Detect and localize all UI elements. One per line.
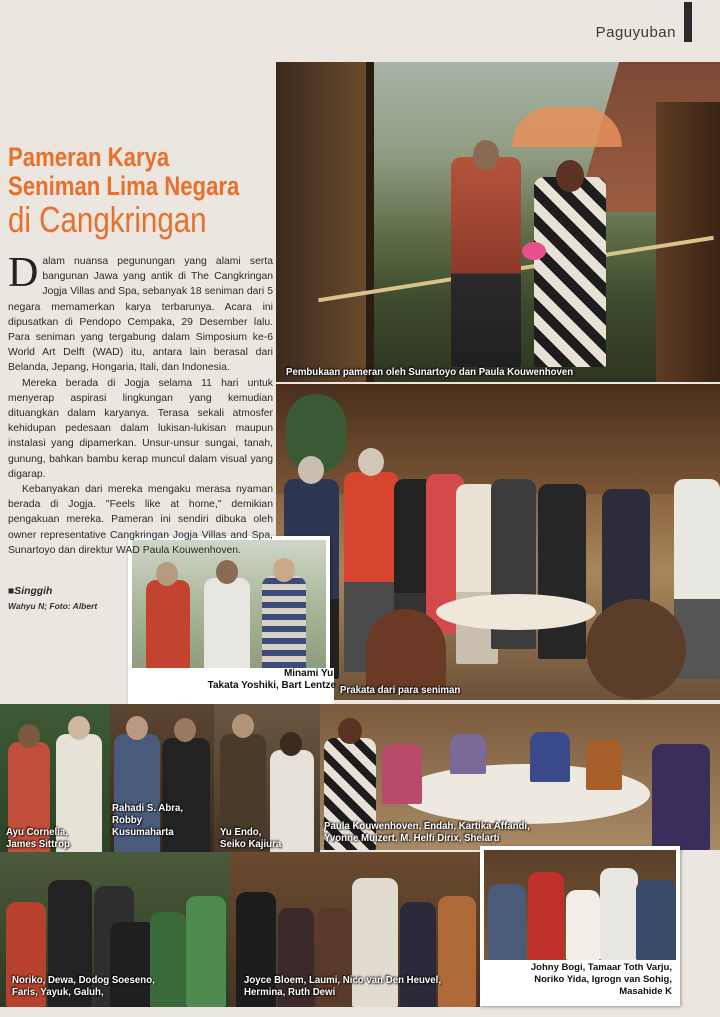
photo-prakata: [276, 384, 720, 700]
caption-yu-endo-line2: Seiko Kajiura: [220, 838, 282, 850]
caption-noriko-line1: Noriko, Dewa, Dodog Soeseno,: [12, 974, 155, 986]
caption-yu-endo: [220, 826, 281, 850]
headline-line2: Seniman Lima Negara: [8, 171, 240, 201]
caption-rahadi-line3: Kusumaharta: [112, 826, 174, 838]
caption-johny-line1: Johny Bogi, Tamaar Toth Varju,: [530, 962, 672, 973]
headline-line1: Pameran Karya: [8, 142, 170, 172]
section-bar: [684, 2, 692, 42]
caption-paula-line2: Yvonne Muizert, M. Helfi Dirix, Shelarti: [324, 832, 500, 844]
section-label: Paguyuban: [595, 24, 676, 41]
article-body-continued: [8, 584, 126, 694]
drop-cap: D: [8, 250, 39, 296]
article-body: [8, 250, 273, 556]
paragraph-3-start: [8, 482, 273, 556]
caption-noriko: [12, 974, 155, 998]
caption-joyce-line1: Joyce Bloem, Laumi, Nico van Den Heuvel,: [244, 974, 442, 986]
byline-name: Singgih: [14, 586, 53, 597]
caption-minami-line1: Minami Yu,: [283, 668, 336, 679]
caption-prakata: Prakata dari para seniman: [340, 684, 461, 696]
caption-noriko-line2: Faris, Yayuk, Galuh,: [12, 986, 104, 998]
caption-johny-line2: Noriko Yida, Igrogn van Sohig,: [534, 974, 672, 985]
paragraph-3-text: Kebanyakan dari mereka mengaku merasa nyaman berada di Jogja. "Feels like at home," demikian pengakuan mereka. Pameran ini sendiri dibuka oleh owner representative Cangkringan Jogja Villas and Spa, Sunartoyo dan direktur WAD Paula Kouwenhoven.: [8, 484, 273, 556]
paragraph-1: [8, 250, 273, 376]
caption-ayu: [6, 826, 70, 850]
caption-johny-line3: Masahide K: [619, 986, 672, 997]
caption-joyce: [244, 974, 441, 998]
headline-line3: di Cangkringan: [8, 199, 207, 240]
paragraph-2: Mereka berada di Jogja selama 11 hari untuk menyerap aspirasi lingkungan yang kemudian dituangkan dalam karyanya. Terasa sekali atmosfer kehidupan pedesaan dalam lukisan-lukisan maupun instalasi yang dipamerkan. Unsur-unsur sungai, tanah, gunung, bahkan bambu kerap muncul dalam visual yang digarap.: [8, 377, 273, 480]
caption-paula: [324, 820, 530, 844]
caption-rahadi-line1: Rahadi S. Abra,: [112, 802, 184, 814]
photo-credit: Wahyu N; Foto: Albert: [8, 601, 98, 612]
caption-paula-line1: Paula Kouwenhoven, Endah, Kartika Affandi,: [324, 820, 530, 832]
byline: ■Singgih: [8, 586, 53, 597]
photo-ribbon-cutting: [276, 62, 720, 382]
caption-ayu-line2: James Sittrop: [6, 838, 70, 850]
caption-top: Pembukaan pameran oleh Sunartoyo dan Paula Kouwenhoven: [286, 366, 574, 378]
paragraph-1-text: alam nuansa pegunungan yang alami serta bangunan Jawa yang antik di The Cangkringan Jogja Villas and Spa, sebanyak 18 seniman dari 5 negara memamerkan karya terbarunya. Acara ini dipusatkan di Pendopo Cempaka, 29 Desember lalu. Para seniman yang tergabung dalam Simposium ke-6 World Art Delft (WAD) itu, antara lain berasal dari Belanda, Jepang, Hongaria, Itali, dan Indonesia.: [8, 256, 273, 374]
caption-minami: [186, 668, 336, 692]
caption-johny: [520, 962, 672, 998]
caption-rahadi: [112, 802, 183, 838]
caption-minami-line2: Takata Yoshiki, Bart Lentze: [207, 680, 336, 691]
caption-rahadi-line2: Robby: [112, 814, 143, 826]
caption-yu-endo-line1: Yu Endo,: [220, 826, 262, 838]
caption-ayu-line1: Ayu Cornelia,: [6, 826, 68, 838]
article-headline: [8, 144, 278, 238]
caption-joyce-line2: Hermina, Ruth Dewi: [244, 986, 336, 998]
